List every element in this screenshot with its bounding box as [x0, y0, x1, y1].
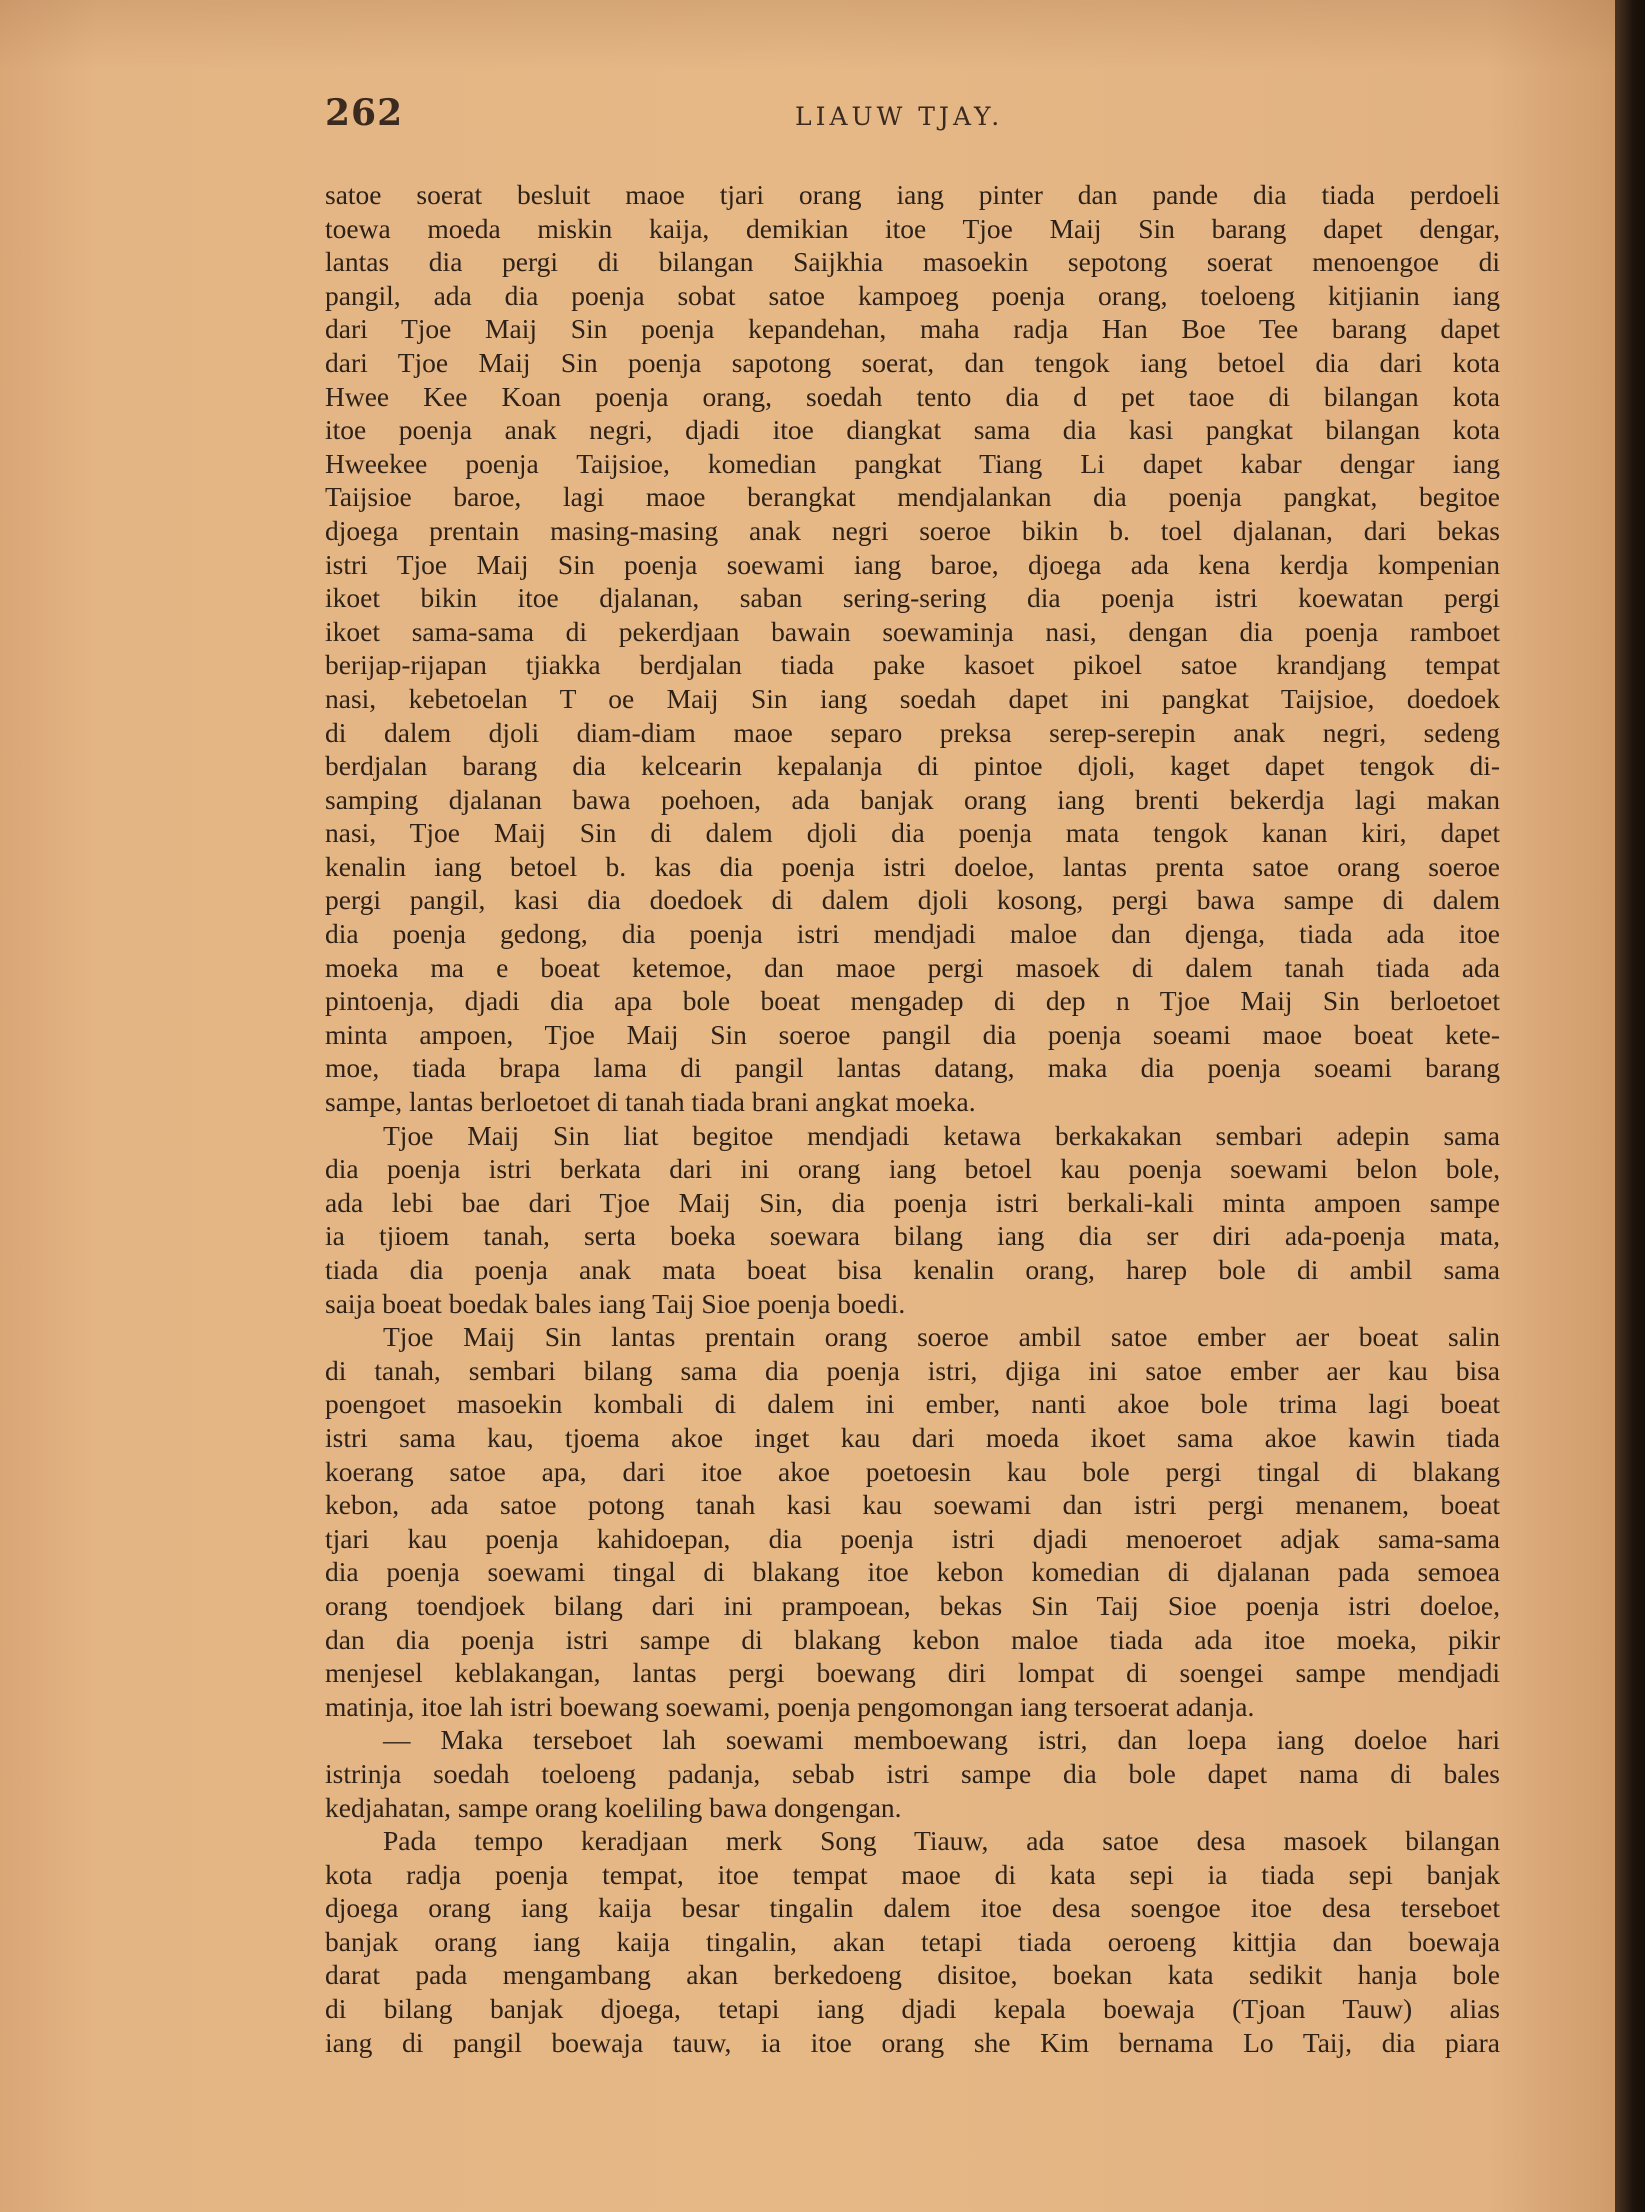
text-line: Hweekee poenja Taijsioe, komedian pangkat Tiang Li dapet kabar dengar iang — [325, 447, 1500, 479]
text-line: berdjalan barang dia kelcearin kepalanja di pintoe djoli, kaget dapet tengok di- — [325, 750, 1500, 782]
text-line: Tjoe Maij Sin liat begitoe mendjadi ketawa berkakakan sembari adepin sama — [383, 1119, 1500, 1151]
text-line: dia poenja istri berkata dari ini orang iang betoel kau poenja soewami belon bole, — [325, 1153, 1500, 1185]
text-line: sampe, lantas berloetoet di tanah tiada brani angkat moeka. — [325, 1086, 976, 1118]
text-line: menjesel keblakangan, lantas pergi boewang diri lompat di soengei sampe mendjadi — [325, 1657, 1500, 1689]
text-line: berijap-rijapan tjiakka berdjalan tiada pake kasoet pikoel satoe krandjang tempat — [325, 649, 1500, 681]
text-line: dari Tjoe Maij Sin poenja sapotong soerat, dan tengok iang betoel dia dari kota — [325, 346, 1500, 378]
text-line: ia tjioem tanah, serta boeka soewara bilang iang dia ser diri ada-poenja mata, — [325, 1220, 1500, 1252]
text-line: toewa moeda miskin kaija, demikian itoe Tjoe Maij Sin barang dapet dengar, — [325, 212, 1500, 244]
text-line: saija boeat boedak bales iang Taij Sioe poenja boedi. — [325, 1287, 906, 1319]
text-line: dia poenja soewami tingal di blakang itoe kebon komedian di djalanan pada semoea — [325, 1556, 1500, 1588]
text-line: orang toendjoek bilang dari ini prampoean, bekas Sin Taij Sioe poenja istri doeloe, — [325, 1589, 1500, 1621]
text-line: kenalin iang betoel b. kas dia poenja istri doeloe, lantas prenta satoe orang soeroe — [325, 850, 1500, 882]
text-line: minta ampoen, Tjoe Maij Sin soeroe pangil dia poenja soeami maoe boeat kete- — [325, 1018, 1500, 1050]
body-text — [325, 178, 1500, 2078]
text-line: banjak orang iang kaija tingalin, akan tetapi tiada oeroeng kittjia dan boewaja — [325, 1925, 1500, 1957]
text-line: kedjahatan, sampe orang koeliling bawa dongengan. — [325, 1791, 902, 1823]
text-line: dan dia poenja istri sampe di blakang kebon maloe tiada ada itoe moeka, pikir — [325, 1623, 1500, 1655]
text-line: istrinja soedah toeloeng padanja, sebab istri sampe dia bole dapet nama di bales — [325, 1757, 1500, 1789]
text-line: kota radja poenja tempat, itoe tempat maoe di kata sepi ia tiada sepi banjak — [325, 1858, 1500, 1890]
text-line: djoega orang iang kaija besar tingalin dalem itoe desa soengoe itoe desa terseboet — [325, 1892, 1500, 1924]
text-line: di dalem djoli diam-diam maoe separo preksa serep-serepin anak negri, sedeng — [325, 716, 1500, 748]
text-line: nasi, Tjoe Maij Sin di dalem djoli dia poenja mata tengok kanan kiri, dapet — [325, 817, 1500, 849]
text-line: ada lebi bae dari Tjoe Maij Sin, dia poenja istri berkali-kali minta ampoen sampe — [325, 1186, 1500, 1218]
text-line: lantas dia pergi di bilangan Saijkhia masoekin sepotong soerat menoengoe di — [325, 246, 1500, 278]
text-line: Tjoe Maij Sin lantas prentain orang soeroe ambil satoe ember aer boeat salin — [383, 1321, 1500, 1353]
text-line: tiada dia poenja anak mata boeat bisa kenalin orang, harep bole di ambil sama — [325, 1254, 1500, 1285]
running-head: LIAUW TJAY. — [795, 102, 1004, 131]
text-line: istri sama kau, tjoema akoe inget kau dari moeda ikoet sama akoe kawin tiada — [325, 1421, 1500, 1453]
text-line: dari Tjoe Maij Sin poenja kepandehan, maha radja Han Boe Tee barang dapet — [325, 313, 1500, 345]
text-line: Hwee Kee Koan poenja orang, soedah tento dia d pet taoe di bilangan kota — [325, 380, 1500, 412]
text-line: samping djalanan bawa poehoen, ada banjak orang iang brenti bekerdja lagi makan — [325, 783, 1500, 815]
book-binding-edge — [1615, 0, 1645, 2212]
text-line: iang di pangil boewaja tauw, ia itoe orang she Kim bernama Lo Taij, dia piara — [325, 2026, 1500, 2058]
text-line: ikoet sama-sama di pekerdjaan bawain soewaminja nasi, dengan dia poenja ramboet — [325, 615, 1500, 647]
page-number: 262 — [325, 92, 404, 134]
text-line: — Maka terseboet lah soewami memboewang istri, dan loepa iang doeloe hari — [383, 1724, 1500, 1756]
text-line: tjari kau poenja kahidoepan, dia poenja istri djadi menoeroet adjak sama-sama — [325, 1522, 1500, 1554]
text-line: dia poenja gedong, dia poenja istri mendjadi maloe dan djenga, tiada ada itoe — [325, 918, 1500, 950]
text-line: di tanah, sembari bilang sama dia poenja istri, djiga ini satoe ember aer kau bisa — [325, 1354, 1500, 1386]
text-line: pintoenja, djadi dia apa bole boeat mengadep di dep n Tjoe Maij Sin berloetoet — [325, 985, 1500, 1017]
text-line: moeka ma e boeat ketemoe, dan maoe pergi masoek di dalem tanah tiada ada — [325, 951, 1500, 983]
text-line: ikoet bikin itoe djalanan, saban sering-sering dia poenja istri koewatan pergi — [325, 582, 1500, 614]
text-line: pangil, ada dia poenja sobat satoe kampoeg poenja orang, toeloeng kitjianin iang — [325, 279, 1500, 311]
text-line: istri Tjoe Maij Sin poenja soewami iang baroe, djoega ada kena kerdja kompenian — [325, 548, 1500, 580]
text-line: moe, tiada brapa lama di pangil lantas datang, maka dia poenja soeami barang — [325, 1052, 1500, 1084]
text-line: djoega prentain masing-masing anak negri soeroe bikin b. toel djalanan, dari bekas — [325, 514, 1500, 546]
page-stain — [0, 0, 1615, 70]
text-line: koerang satoe apa, dari itoe akoe poetoesin kau bole pergi tingal di blakang — [325, 1455, 1500, 1487]
text-line: itoe poenja anak negri, djadi itoe diangkat sama dia kasi pangkat bilangan kota — [325, 414, 1500, 446]
text-line: matinja, itoe lah istri boewang soewami, poenja pengomongan iang tersoerat adanja. — [325, 1690, 1255, 1722]
text-line: darat pada mengambang akan berkedoeng disitoe, boekan kata sedikit hanja bole — [325, 1959, 1500, 1991]
text-line: poengoet masoekin kombali di dalem ini ember, nanti akoe bole trima lagi boeat — [325, 1388, 1500, 1420]
text-line: Pada tempo keradjaan merk Song Tiauw, ada satoe desa masoek bilangan — [383, 1825, 1500, 1857]
text-line: satoe soerat besluit maoe tjari orang iang pinter dan pande dia tiada perdoeli — [325, 179, 1500, 210]
text-line: di bilang banjak djoega, tetapi iang djadi kepala boewaja (Tjoan Tauw) alias — [325, 1993, 1500, 2025]
text-line: pergi pangil, kasi dia doedoek di dalem djoli kosong, pergi bawa sampe di dalem — [325, 884, 1500, 916]
page-header — [325, 92, 1500, 142]
text-line: kebon, ada satoe potong tanah kasi kau soewami dan istri pergi menanem, boeat — [325, 1489, 1500, 1521]
text-line: Taijsioe baroe, lagi maoe berangkat mendjalankan dia poenja pangkat, begitoe — [325, 481, 1500, 513]
text-line: nasi, kebetoelan T oe Maij Sin iang soedah dapet ini pangkat Taijsioe, doedoek — [325, 682, 1500, 714]
